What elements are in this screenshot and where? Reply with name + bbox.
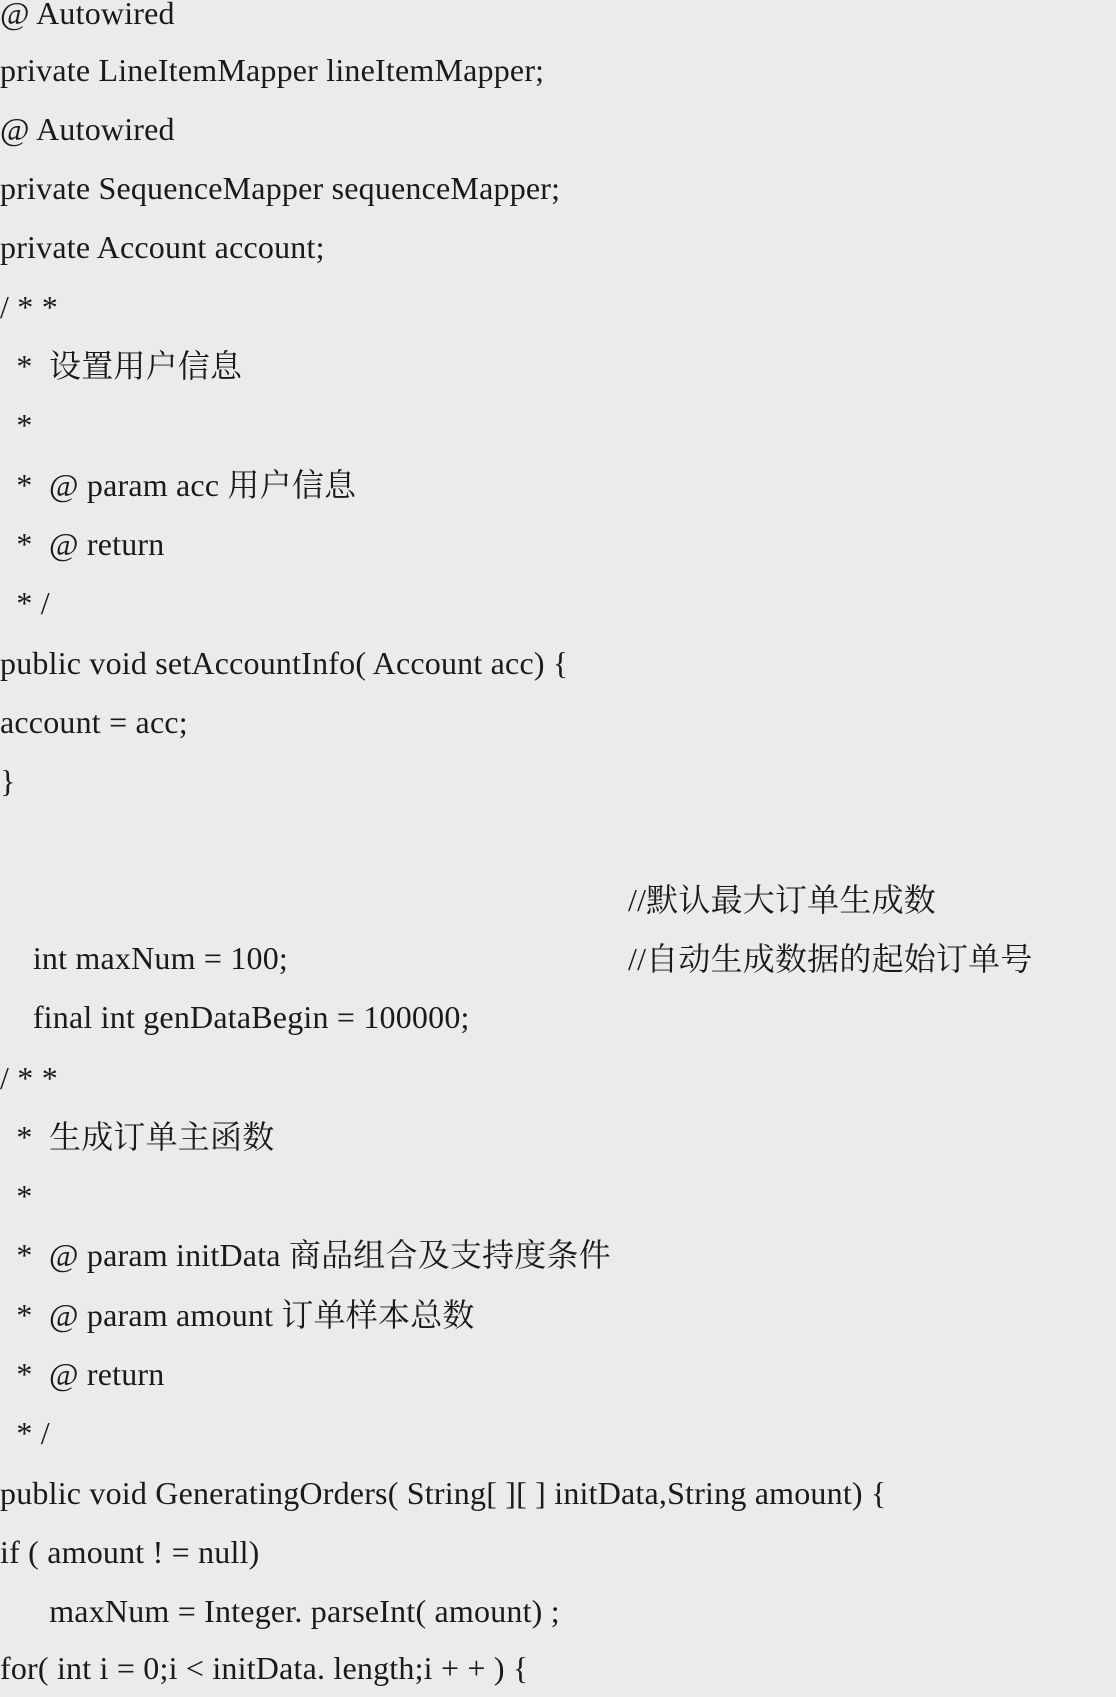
code-text: } [0, 763, 16, 799]
code-text: * @ return [0, 526, 165, 562]
code-line [0, 278, 58, 336]
code-line [0, 752, 16, 810]
code-text: @ Autowired [0, 111, 175, 147]
code-text: * [0, 407, 33, 443]
code-text: / * * [0, 289, 58, 325]
code-line [0, 0, 175, 42]
code-comment: //默认最大订单生成数 [628, 882, 936, 918]
code-line [0, 1108, 274, 1166]
code-line [0, 396, 33, 454]
code-text: for( int i = 0;i < initData. length;i + + ) { [0, 1650, 529, 1686]
code-line [0, 1049, 58, 1107]
code-text: * @ param initData 商品组合及支持度条件 [0, 1237, 611, 1273]
code-text: / * * [0, 1060, 58, 1096]
code-line [0, 1286, 475, 1344]
code-text: private LineItemMapper lineItemMapper; [0, 52, 545, 88]
code-line [0, 574, 50, 632]
code-line [0, 337, 242, 395]
code-comment: //自动生成数据的起始订单号 [628, 941, 1033, 977]
code-text: * [0, 1178, 33, 1214]
code-text: public void setAccountInfo( Account acc) { [0, 645, 569, 681]
code-text: if ( amount ! = null) [0, 1534, 260, 1570]
code-line [0, 515, 164, 573]
code-line [0, 1582, 560, 1640]
code-text: maxNum = Integer. parseInt( amount) ; [0, 1593, 560, 1629]
code-text: * @ param acc 用户信息 [0, 467, 357, 503]
code-line [0, 1464, 887, 1522]
code-text: private Account account; [0, 229, 325, 265]
code-text: int maxNum = 100; [32, 940, 289, 976]
code-text: * 设置用户信息 [0, 348, 243, 384]
code-line [0, 1404, 50, 1462]
code-line [0, 634, 568, 692]
code-text: * / [0, 1415, 50, 1451]
code-line [0, 1345, 164, 1403]
code-line [0, 1167, 33, 1225]
code-line [0, 100, 175, 158]
code-text: * @ param amount 订单样本总数 [0, 1297, 475, 1333]
code-line [0, 41, 544, 99]
code-text: private SequenceMapper sequenceMapper; [0, 170, 561, 206]
code-text: account = acc; [0, 704, 188, 740]
code-line [0, 693, 188, 751]
code-text: final int genDataBegin = 100000; [32, 999, 470, 1035]
code-text: * @ return [0, 1356, 165, 1392]
code-line [0, 1639, 528, 1697]
code-line [0, 1523, 260, 1581]
code-line [0, 159, 560, 217]
code-text: * 生成订单主函数 [0, 1119, 275, 1155]
code-text: public void GeneratingOrders( String[ ][ ] initData,String amount) { [0, 1475, 887, 1511]
code-line [0, 456, 356, 514]
code-line [0, 930, 1116, 1035]
code-text: @ Autowired [0, 0, 175, 31]
code-line [0, 218, 325, 276]
code-line [0, 1226, 611, 1284]
code-text: * / [0, 585, 50, 621]
